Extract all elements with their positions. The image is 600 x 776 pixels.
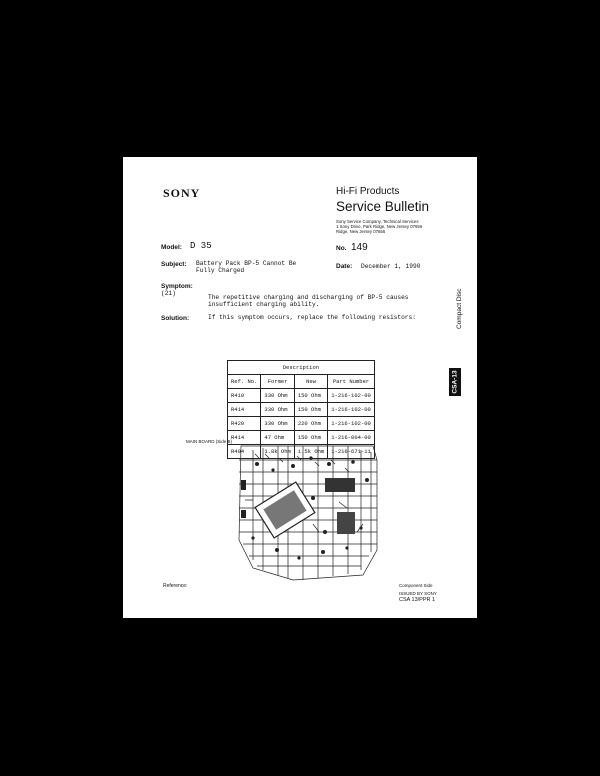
service-bulletin-page — [123, 157, 477, 618]
diagram-label: MAIN BOARD (Side B) — [186, 439, 233, 444]
table-cell: 1-216-102-00 — [328, 389, 375, 403]
bulletin-title: Service Bulletin — [336, 199, 430, 214]
diagram-caption: Component Side — [399, 583, 433, 588]
table-row — [228, 417, 375, 431]
solution-text: If this symptom occurs, replace the following resistors: — [208, 314, 416, 321]
table-cell: 150 Ohm — [294, 403, 327, 417]
subject-text: Battery Pack BP-5 Cannot Be Fully Charged — [196, 260, 297, 274]
table-cell: 1-216-102-00 — [328, 403, 375, 417]
address-line-2: 1 Sony Drive, Park Ridge, New Jersey 07656 — [336, 224, 423, 230]
address-line-1: Sony Service Company, Technical Services — [336, 219, 419, 224]
issued-by: ISSUED BY SONY — [399, 591, 437, 596]
table-cell: 220 Ohm — [294, 417, 327, 431]
symptom-label: Symptom: — [161, 283, 193, 290]
address-line-3: Ridge, New Jersey 07656 — [336, 229, 386, 235]
table-cell: 1-216-004-00 — [328, 431, 375, 445]
date-value: December 1, 1990 — [361, 263, 421, 270]
symptom-code: (21) — [161, 290, 176, 297]
table-cell: 47 Ohm — [261, 431, 294, 445]
number-label: No. — [336, 245, 347, 252]
table-cell: R420 — [228, 417, 261, 431]
symptom-text: The repetitive charging and discharging of BP-5 causes insufficient charging ability. — [208, 294, 409, 308]
subject-label: Subject: — [161, 261, 187, 268]
table-cell: 330 Ohm — [261, 389, 294, 403]
column-header: New — [294, 375, 327, 389]
product-line: Hi-Fi Products — [336, 186, 400, 197]
table-cell: R414 — [228, 431, 261, 445]
model-value: D 35 — [190, 241, 212, 251]
side-code-label: CSA-13 — [451, 370, 459, 394]
table-cell: 150 Ohm — [294, 431, 327, 445]
reference-label: Reference: — [163, 583, 188, 589]
column-header: Ref. No. — [228, 375, 261, 389]
side-code-tab — [449, 368, 461, 396]
table-row — [228, 389, 375, 403]
circuit-board-diagram — [233, 440, 383, 590]
table-cell: 330 Ohm — [261, 417, 294, 431]
table-cell: 1-216-671-11 — [328, 445, 375, 459]
table-cell: 1.5k Ohm — [294, 445, 327, 459]
solution-label: Solution: — [161, 315, 190, 322]
column-header: Former — [261, 375, 294, 389]
date-label: Date: — [336, 263, 353, 270]
sony-logo: SONY — [163, 186, 201, 200]
model-label: Model: — [161, 244, 182, 251]
table-header-row — [228, 375, 375, 389]
table-cell: R404 — [228, 445, 261, 459]
company-address — [336, 219, 446, 235]
table-cell: 150 Ohm — [294, 389, 327, 403]
table-group-header: Description — [228, 361, 375, 375]
column-header: Part Number — [328, 375, 375, 389]
table-cell: R414 — [228, 403, 261, 417]
side-category: Compact Disc — [456, 288, 463, 329]
table-cell: R410 — [228, 389, 261, 403]
document-code: CSA 13/PPR 1 — [399, 597, 436, 603]
table-cell: 1-216-102-00 — [328, 417, 375, 431]
table-cell: 1.8k Ohm — [261, 445, 294, 459]
table-group-header-row — [228, 361, 375, 375]
table-cell: 330 Ohm — [261, 403, 294, 417]
table-row — [228, 403, 375, 417]
bulletin-number: 149 — [351, 242, 368, 253]
